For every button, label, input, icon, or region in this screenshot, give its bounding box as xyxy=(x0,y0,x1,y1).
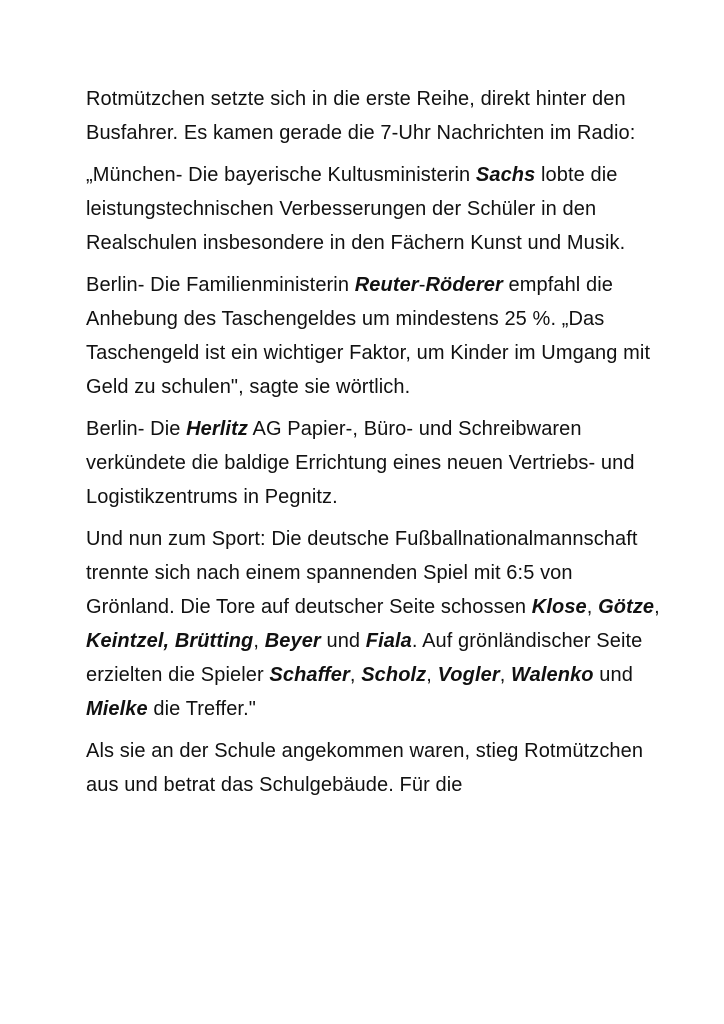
text-segment: lobte die leistungstechnischen Verbesserungen der Schüler in den Realschulen insbesondere in den Fächern Kunst und Musik. xyxy=(86,164,626,254)
text-segment: Und nun zum Sport: Die deutsche Fußballnationalmannschaft trennte sich nach einem spannenden Spiel mit 6:5 von Grönland. Die Tore auf deutscher Seite schossen xyxy=(86,528,638,618)
name-schaffer: Schaffer xyxy=(269,664,350,686)
name-goetze: Götze xyxy=(598,596,655,618)
text-segment: , xyxy=(586,596,599,618)
text-segment: , xyxy=(349,664,362,686)
paragraph-news-munich xyxy=(86,158,666,260)
name-scholz: Scholz xyxy=(361,664,427,686)
text-segment: „München- Die bayerische Kultusministerin xyxy=(86,164,476,186)
text-segment: , xyxy=(654,596,660,618)
name-herlitz: Herlitz xyxy=(186,418,248,440)
text-segment: Berlin- Die xyxy=(86,418,187,440)
name-keintzel: Keintzel, xyxy=(86,630,170,652)
text-segment: empfahl die Anhebung des Taschengeldes um mindestens 25 %. „Das Taschengeld ist ein wichtiger Faktor, um Kinder im Umgang mit Geld zu schulen", sagte sie wörtlich. xyxy=(86,274,651,398)
name-walenko: Walenko xyxy=(511,664,594,686)
paragraph-intro: Rotmützchen setzte sich in die erste Reihe, direkt hinter den Busfahrer. Es kamen gerade die 7-Uhr Nachrichten im Radio: xyxy=(86,88,636,144)
text-segment: , xyxy=(499,664,512,686)
text-segment: , xyxy=(426,664,438,686)
name-roederer: Röderer xyxy=(425,274,503,296)
paragraph-news-berlin-herlitz xyxy=(86,412,666,514)
name-klose: Klose xyxy=(531,596,587,618)
paragraph-news-berlin-family xyxy=(86,268,666,404)
paragraph-sport xyxy=(86,522,666,726)
name-beyer: Beyer xyxy=(264,630,321,652)
text-segment: und xyxy=(593,664,633,686)
text-segment: und xyxy=(320,630,366,652)
name-reuter: Reuter xyxy=(354,274,419,296)
name-vogler: Vogler xyxy=(437,664,500,686)
name-sachs: Sachs xyxy=(475,164,536,186)
text-segment: Berlin- Die Familienministerin xyxy=(86,274,355,296)
text-segment: die Treffer." xyxy=(147,698,256,720)
name-bruetting: Brütting xyxy=(174,630,254,652)
paragraph-arrival: Als sie an der Schule angekommen waren, stieg Rotmützchen aus und betrat das Schulgebäude. Für die xyxy=(86,740,644,796)
name-mielke: Mielke xyxy=(86,698,148,720)
text-segment: - xyxy=(418,274,426,296)
text-segment: AG Papier-, Büro- und Schreibwaren verkündete die baldige Errichtung eines neuen Vertriebs- und Logistikzentrums in Pegnitz. xyxy=(86,418,635,508)
document-page xyxy=(86,82,666,810)
text-segment: . Auf grönländischer Seite erzielten die Spieler xyxy=(86,630,643,686)
text-segment: , xyxy=(253,630,265,652)
name-fiala: Fiala xyxy=(365,630,412,652)
